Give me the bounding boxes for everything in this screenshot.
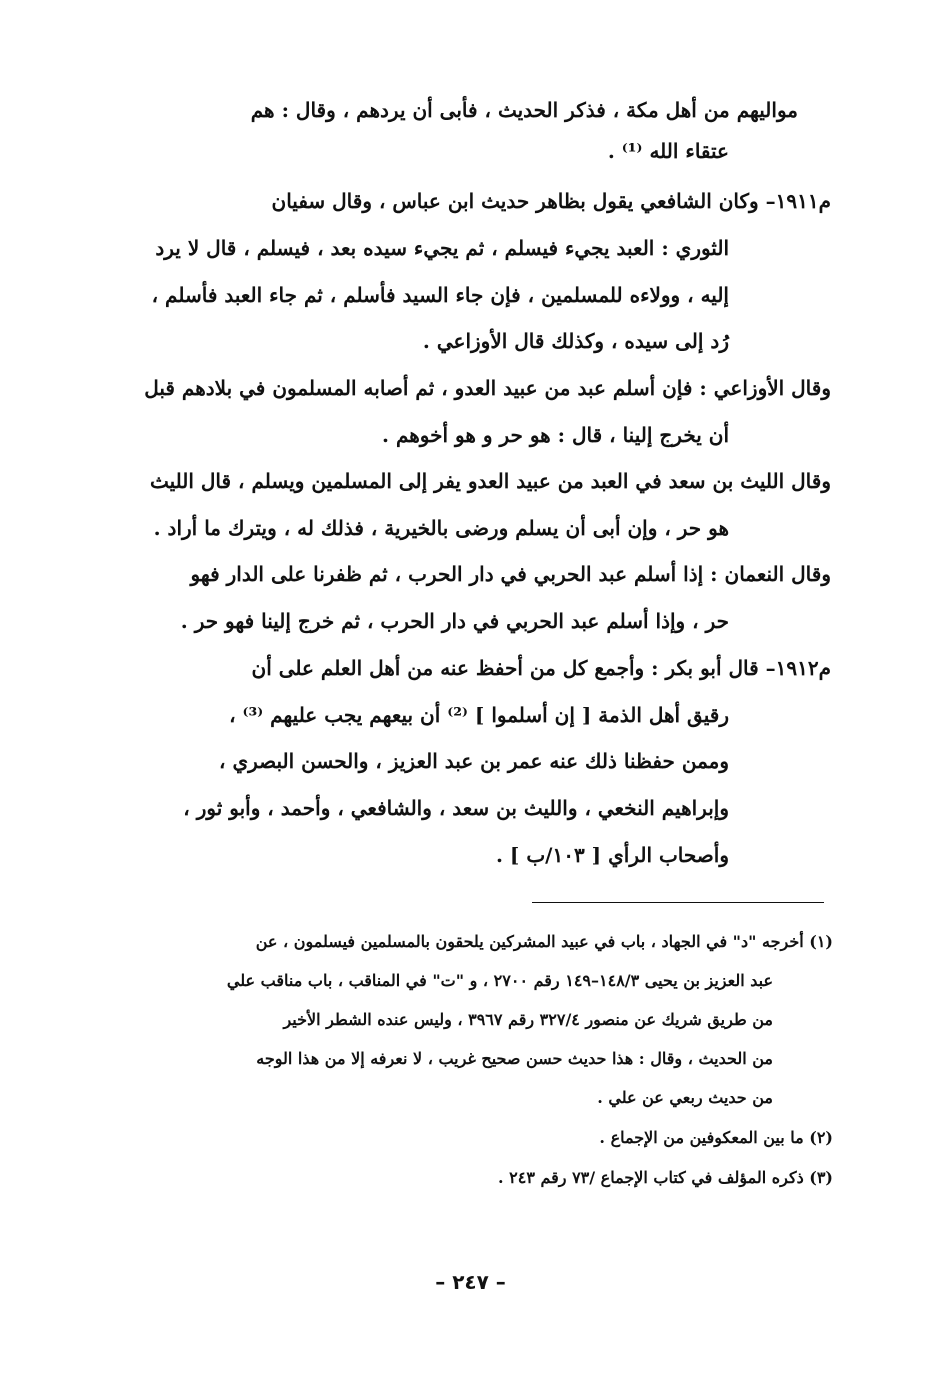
footnote-line: (١) أخرجه "د" في الجهاد ، باب في عبيد المشركين يلحقون بالمسلمين فيسلمون ، عن — [255, 932, 833, 951]
body-line: مواليهم من أهل مكة ، فذكر الحديث ، فأبى أن يردهم ، وقال : هم — [250, 98, 798, 122]
footnote-line: عبد العزيز بن يحيى ١٤٨/٣–١٤٩ رقم ٢٧٠٠ ، و "ت" في المناقب ، باب مناقب علي — [226, 971, 773, 990]
body-line: حر ، وإذا أسلم عبد الحربي في دار الحرب ، ثم خرج إلينا فهو حر . — [180, 609, 729, 633]
body-line: وإبراهيم النخعي ، والليث بن سعد ، والشافعي ، وأحمد ، وأبو ثور ، — [183, 796, 729, 820]
footnote-line: (٣) ذكره المؤلف في كتاب الإجماع /٧٣ رقم ٢٤٣ . — [497, 1168, 833, 1187]
body-line: م١٩١٢– قال أبو بكر : وأجمع كل من أحفظ عنه من أهل العلم على أن — [251, 656, 831, 680]
body-line: هو حر ، وإن أبى أن يسلم ورضى بالخيرية ، فذلك له ، ويترك ما أراد . — [153, 516, 729, 540]
footnote-line: (٢) ما بين المعكوفين من الإجماع . — [599, 1128, 833, 1147]
body-line: الثوري : العبد يجيء فيسلم ، ثم يجيء سيده بعد ، فيسلم ، قال لا يرد — [155, 236, 729, 260]
body-line: وأصحاب الرأي [ ١٠٣/ب ] . — [496, 843, 729, 867]
footnote-separator — [532, 902, 824, 903]
body-line: وممن حفظنا ذلك عنه عمر بن عبد العزيز ، والحسن البصري ، — [219, 749, 729, 773]
body-line: عتقاء الله ⁽¹⁾ . — [607, 139, 729, 163]
body-line: رُد إلى سيده ، وكذلك قال الأوزاعي . — [422, 329, 729, 353]
body-line: رقيق أهل الذمة [ إن أسلموا ] ⁽²⁾ أن بيعهم يجب عليهم ⁽³⁾ ، — [229, 703, 729, 727]
body-line: وقال النعمان : إذا أسلم عبد الحربي في دار الحرب ، ثم ظفرنا على الدار فهو — [190, 562, 831, 586]
body-line: وقال الأوزاعي : فإن أسلم عبد من عبيد العدو ، ثم أصابه المسلمون في بلادهم قبل — [144, 376, 831, 400]
footnote-line: من الحديث ، وقال : هذا حديث حسن صحيح غريب ، لا نعرفه إلا من هذا الوجه — [256, 1049, 773, 1068]
body-line: إليه ، وولاءه للمسلمين ، فإن جاء السيد فأسلم ، ثم جاء العبد فأسلم ، — [151, 283, 729, 307]
body-line: م١٩١١– وكان الشافعي يقول بظاهر حديث ابن عباس ، وقال سفيان — [271, 189, 831, 213]
footnote-line: من طريق شريك عن منصور ٣٢٧/٤ رقم ٣٩٦٧ ، وليس عنده الشطر الأخير — [283, 1010, 773, 1029]
body-line: وقال الليث بن سعد في العبد من عبيد العدو يفر إلى المسلمين ويسلم ، قال الليث — [149, 469, 831, 493]
body-line: أن يخرج إلينا ، قال : هو حر و هو أخوهم . — [382, 423, 729, 447]
page-number: – ٢٤٧ – — [435, 1270, 506, 1294]
footnote-line: من حديث ربعي عن علي . — [597, 1088, 773, 1107]
